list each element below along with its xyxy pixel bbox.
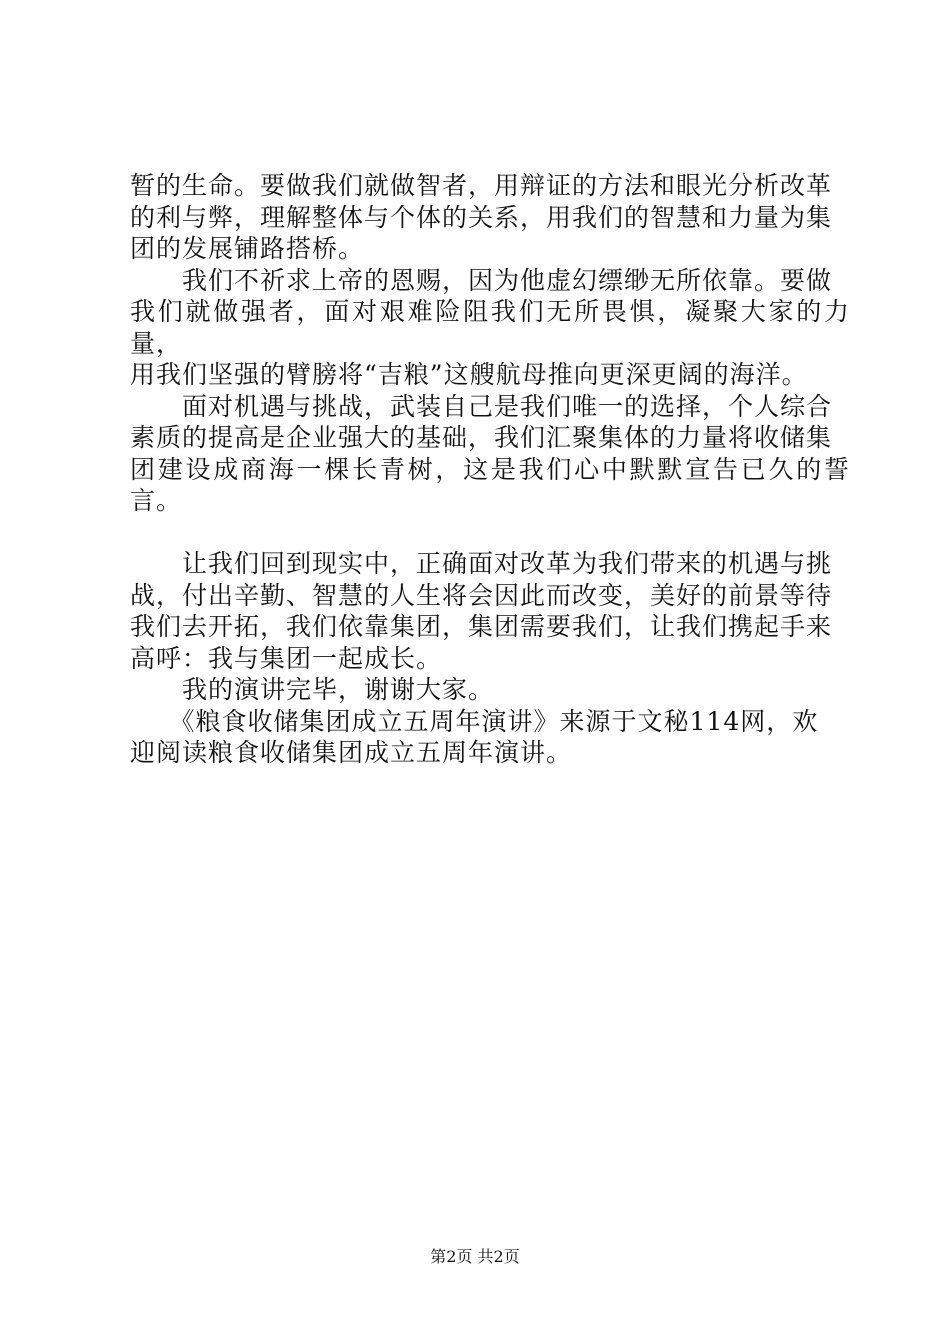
paragraph-spacer — [130, 517, 850, 549]
page-footer: 第2页 共2页 — [430, 1247, 520, 1266]
paragraph-3: 面对机遇与挑战，武装自己是我们唯一的选择，个人综合 素质的提高是企业强大的基础，我们汇聚集体的力量将收储集 团建设成商海一棵长青树，这是我们心中默默宣告已久的誓言。 — [130, 391, 850, 515]
document-body — [130, 170, 850, 769]
paragraph-1: 暂的生命。要做我们就做智者，用辩证的方法和眼光分析改革 的利与弊，理解整体与个体的关系，用我们的智慧和力量为集 团的发展铺路搭桥。 — [130, 171, 833, 263]
paragraph-2: 我们不祈求上帝的恩赐，因为他虚幻缥缈无所依靠。要做 我们就做强者，面对艰难险阻我们无所畏惧，凝聚大家的力量， 用我们坚强的臂膀将“吉粮”这艘航母推向更深更阔的海洋。 — [130, 265, 850, 389]
paragraph-4: 让我们回到现实中，正确面对改革为我们带来的机遇与挑 战，付出辛勤、智慧的人生将会因此而改变，美好的前景等待 我们去开拓，我们依靠集团，集团需要我们，让我们携起手来 高呼：我与集团一起成长。 — [130, 549, 833, 673]
paragraph-6: 《粮食收储集团成立五周年演讲》来源于文秘114网，欢 迎阅读粮食收储集团成立五周年演讲。 — [130, 706, 819, 767]
paragraph-5: 我的演讲完毕，谢谢大家。 — [130, 675, 495, 704]
